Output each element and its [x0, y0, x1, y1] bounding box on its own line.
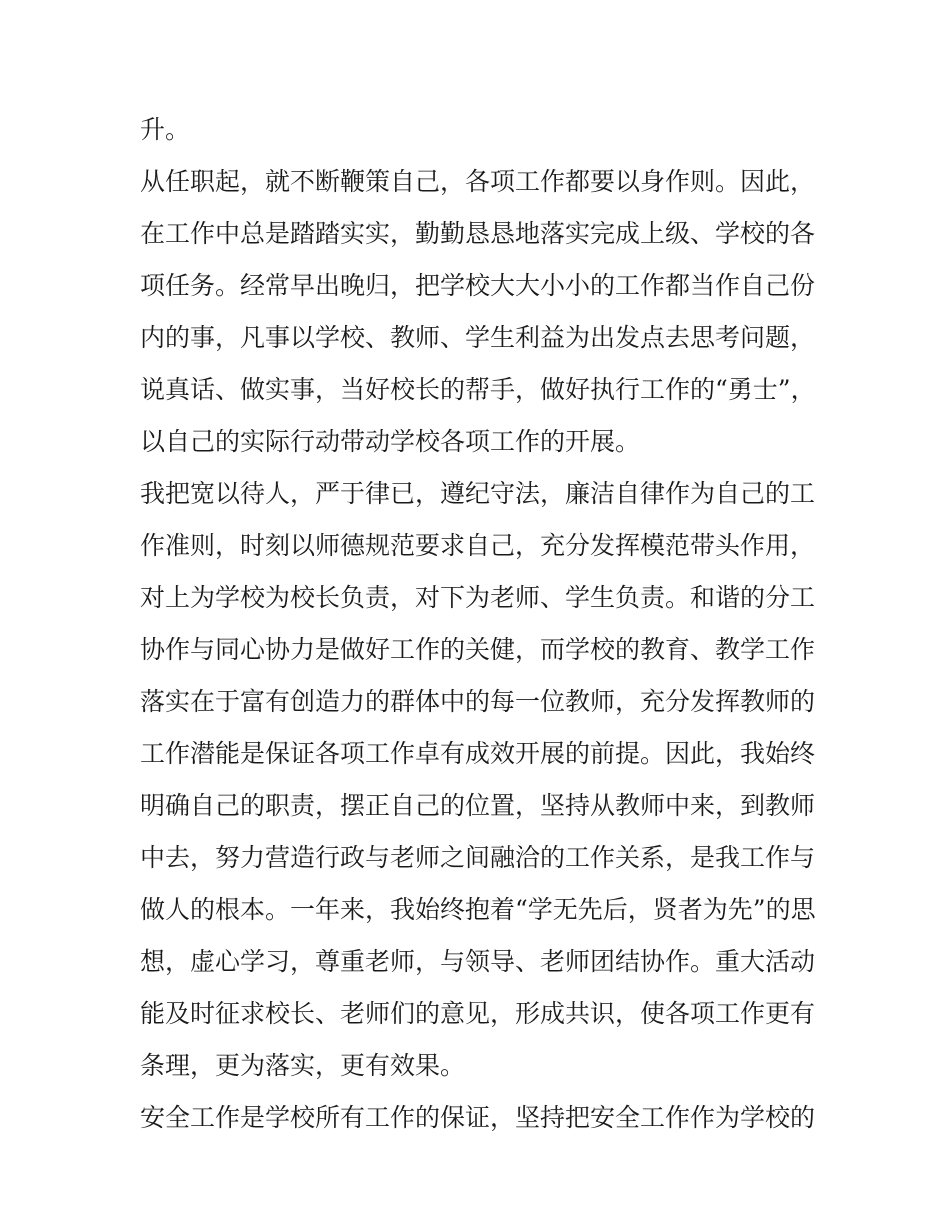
- text-line: 做人的根本。一年来，我始终抱着“学无先后，贤者为先”的思: [140, 895, 816, 924]
- text-line: 落实在于富有创造力的群体中的每一位教师，充分发挥教师的: [140, 687, 816, 716]
- text-line: 我把宽以待人，严于律已，遵纪守法，廉洁自律作为自己的工: [140, 479, 816, 508]
- text-line: 协作与同心协力是做好工作的关健，而学校的教育、教学工作: [140, 635, 816, 664]
- text-line: 安全工作是学校所有工作的保证，坚持把安全工作作为学校的: [140, 1103, 816, 1132]
- text-line: 升。: [140, 115, 191, 144]
- document-body: [140, 108, 820, 1148]
- text-line: 条理，更为落实，更有效果。: [140, 1051, 466, 1080]
- text-line: 明确自己的职责，摆正自己的位置，坚持从教师中来，到教师: [140, 791, 816, 820]
- text-line: 项任务。经常早出晚归，把学校大大小小的工作都当作自己份: [140, 271, 816, 300]
- text-line: 内的事，凡事以学校、教师、学生利益为出发点去思考问题，: [140, 323, 816, 352]
- text-line: 说真话、做实事，当好校长的帮手，做好执行工作的“勇士”，: [140, 375, 816, 404]
- text-line: 从任职起，就不断鞭策自己，各项工作都要以身作则。因此，: [140, 167, 816, 196]
- text-line: 中去，努力营造行政与老师之间融洽的工作关系，是我工作与: [140, 843, 816, 872]
- text-line: 作准则，时刻以师德规范要求自己，充分发挥模范带头作用，: [140, 531, 816, 560]
- text-line: 想，虚心学习，尊重老师，与领导、老师团结协作。重大活动: [140, 947, 816, 976]
- text-line: 在工作中总是踏踏实实，勤勤恳恳地落实完成上级、学校的各: [140, 219, 816, 248]
- text-line: 工作潜能是保证各项工作卓有成效开展的前提。因此，我始终: [140, 739, 816, 768]
- text-line: 能及时征求校长、老师们的意见，形成共识，使各项工作更有: [140, 999, 816, 1028]
- text-line: 对上为学校为校长负责，对下为老师、学生负责。和谐的分工: [140, 583, 816, 612]
- text-line: 以自己的实际行动带动学校各项工作的开展。: [140, 427, 641, 456]
